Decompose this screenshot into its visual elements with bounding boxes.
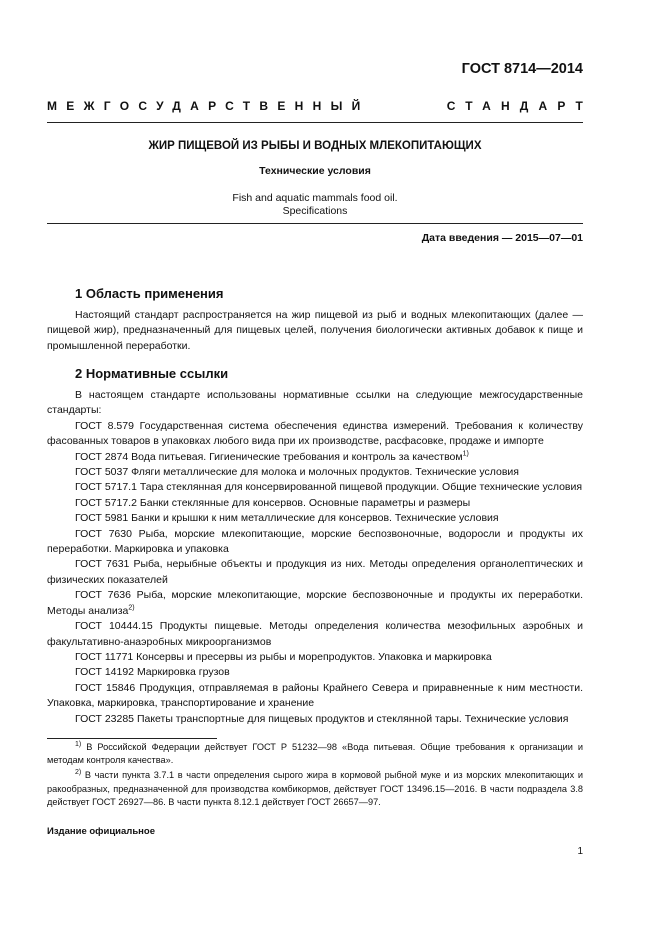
reference-item bbox=[47, 496, 583, 511]
official-edition-label: Издание официальное bbox=[47, 826, 155, 837]
english-title bbox=[47, 192, 583, 218]
footnote-mark: 1) bbox=[75, 740, 82, 748]
section-heading: 2 Нормативные ссылки bbox=[75, 366, 229, 381]
footnote bbox=[47, 769, 583, 809]
reference-text: ГОСТ 5717.1 Тара стеклянная для консервированной пищевой продукции. Общие технические условия bbox=[75, 481, 583, 494]
reference-text: ГОСТ 5981 Банки и крышки к ним металлические для консервов. Технические условия bbox=[75, 512, 499, 525]
banner-interstate: МЕЖГОСУДАРСТВЕННЫЙ bbox=[47, 99, 370, 113]
reference-text: ГОСТ 7636 Рыба, морские млекопитающие, морские беспозвоночные и продукты их переработки. Методы анализа bbox=[47, 589, 583, 617]
english-title-line1: Fish and aquatic mammals food oil. bbox=[232, 192, 398, 204]
reference-text: ГОСТ 5037 Фляги металлические для молока и молочных продуктов. Технические условия bbox=[75, 466, 519, 479]
divider-top bbox=[47, 122, 583, 123]
reference-text: ГОСТ 15846 Продукция, отправляемая в районы Крайнего Севера и приравненные к ним местности. Упаковка, маркировка, транспортирование и хранение bbox=[47, 681, 583, 710]
reference-text: ГОСТ 10444.15 Продукты пищевые. Методы определения количества мезофильных аэробных и факультативно-анаэробных микроорганизмов bbox=[47, 620, 583, 648]
footnote-divider bbox=[47, 738, 217, 739]
reference-text: ГОСТ 23285 Пакеты транспортные для пищевых продуктов и стеклянной тары. Технические условия bbox=[75, 712, 569, 725]
reference-item bbox=[47, 511, 583, 526]
reference-item bbox=[47, 650, 583, 665]
divider-title bbox=[47, 223, 583, 224]
section-normative-references bbox=[47, 366, 583, 727]
reference-item bbox=[47, 619, 583, 650]
banner-standard: СТАНДАРТ bbox=[446, 99, 593, 113]
reference-item bbox=[47, 480, 583, 495]
footnote-marker: 2) bbox=[128, 604, 135, 612]
reference-text: ГОСТ 5717.2 Банки стеклянные для консервов. Основные параметры и размеры bbox=[75, 496, 471, 509]
section-intro-paragraph: В настоящем стандарте использованы нормативные ссылки на следующие межгосударственные стандарты: bbox=[47, 389, 583, 417]
english-title-line2: Specifications bbox=[282, 205, 348, 217]
document-title: ЖИР ПИЩЕВОЙ ИЗ РЫБЫ И ВОДНЫХ МЛЕКОПИТАЮЩИХ bbox=[148, 140, 482, 152]
footnote-text: В Российской Федерации действует ГОСТ Р 51232—98 «Вода питьевая. Общие требования к организации и методам контроля качества». bbox=[47, 742, 583, 766]
reference-text: ГОСТ 7630 Рыба, морские млекопитающие, морские беспозвоночные, водоросли и продукты их переработки. Маркировка и упаковка bbox=[47, 527, 583, 556]
reference-item bbox=[47, 527, 583, 558]
footnote-text: В части пункта 3.7.1 в части определения сырого жира в кормовой рыбной муке и из морских млекопитающих и ракообразных, предназначенной для производства комбикормов, действует ГОСТ 13496.15—2016. В части подраздела 3.8 действует ГОСТ 26927—86. В части пункта 8.12.1 действует ГОСТ 26657—97. bbox=[47, 770, 583, 807]
reference-item bbox=[47, 681, 583, 712]
reference-item bbox=[47, 419, 583, 450]
document-subtitle: Технические условия bbox=[259, 165, 371, 177]
reference-item bbox=[47, 465, 583, 480]
section-heading: 1 Область применения bbox=[75, 286, 224, 301]
standard-type-banner bbox=[47, 99, 593, 113]
reference-item bbox=[47, 588, 583, 619]
reference-item bbox=[47, 665, 583, 680]
footnote bbox=[47, 741, 583, 767]
footnote-marker: 1) bbox=[462, 450, 469, 458]
section-scope bbox=[47, 286, 583, 354]
introduction-date: Дата введения — 2015—07—01 bbox=[421, 232, 583, 244]
reference-item bbox=[47, 450, 583, 465]
document-number: ГОСТ 8714—2014 bbox=[461, 61, 583, 77]
reference-item bbox=[47, 712, 583, 727]
reference-text: ГОСТ 14192 Маркировка грузов bbox=[75, 666, 230, 679]
reference-item bbox=[47, 557, 583, 588]
page-number: 1 bbox=[577, 846, 583, 857]
reference-text: ГОСТ 8.579 Государственная система обеспечения единства измерений. Требования к количеству фасованных товаров в упаковках любого вида при их производстве, расфасовке, продаже и импорте bbox=[47, 419, 583, 448]
reference-text: ГОСТ 7631 Рыба, нерыбные объекты и продукция из них. Методы определения органолептических и физических показателей bbox=[47, 558, 583, 586]
reference-text: ГОСТ 11771 Консервы и пресервы из рыбы и морепродуктов. Упаковка и маркировка bbox=[75, 650, 492, 663]
reference-text: ГОСТ 2874 Вода питьевая. Гигиенические требования и контроль за качеством bbox=[75, 450, 463, 463]
section-paragraph: Настоящий стандарт распространяется на жир пищевой из рыб и водных млекопитающих (далее — пищевой жир), предназначенный для пищевых целей, получения биологически активных добавок к пище и промышленной переработки. bbox=[47, 309, 583, 352]
footnotes bbox=[47, 741, 583, 811]
reference-list bbox=[47, 419, 583, 727]
footnote-mark: 2) bbox=[75, 769, 82, 777]
